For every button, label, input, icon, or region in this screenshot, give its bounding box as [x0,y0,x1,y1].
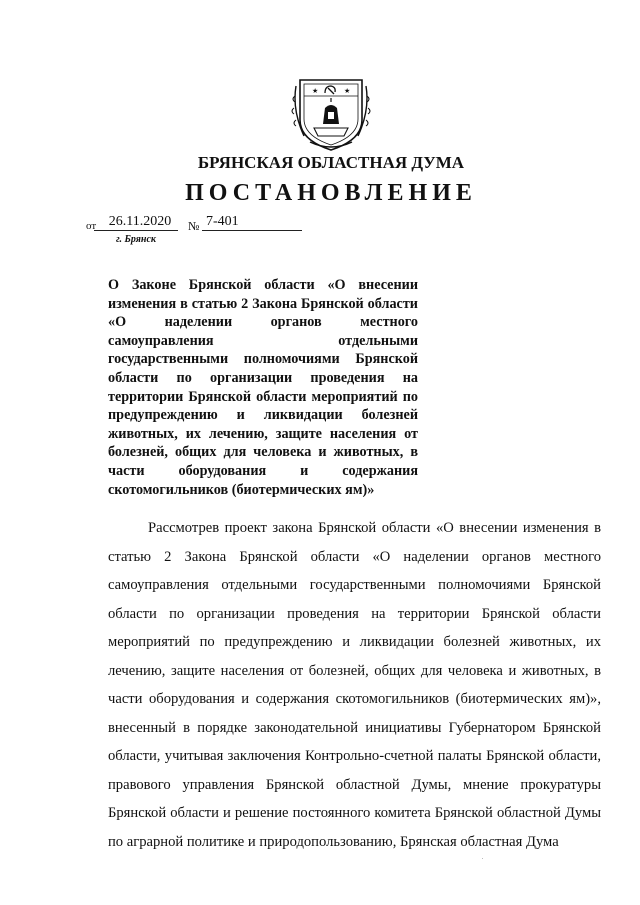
svg-text:★: ★ [312,87,319,95]
document-city: г. Брянск [116,234,156,245]
document-title: О Законе Брянской области «О внесении изменения в статью 2 Закона Брянской области «О наделении органов местного самоуправления отдельными государственными полномочиями Брянской области по организации проведения на территории Брянской области мероприятий по предупреждению и ликвидации болезней животных, их лечению, защите населения от болезней, общих для человека и животных, в части оборудования и содержания скотомогильников (биотермических ям)» [108,277,418,498]
document-type: ПОСТАНОВЛЕНИЕ [185,180,477,206]
document-date: 26.11.2020 [94,214,178,231]
date-label: от [86,220,97,232]
organization-name: БРЯНСКАЯ ОБЛАСТНАЯ ДУМА [197,153,465,172]
bryansk-coat-of-arms-icon [290,66,372,152]
number-label: № [188,219,200,233]
document-meta [86,214,346,248]
document-number: 7-401 [202,214,302,231]
scan-speck [482,858,483,859]
document-body: Рассмотрев проект закона Брянской области «О внесении изменения в статью 2 Закона Брянской области «О наделении органов местного самоуправления отдельными государственными полномочиями Брянской области по организации проведения на территории Брянской области мероприятий по предупреждению и ликвидации болезней животных, их лечению, защите населения от болезней, общих для человека и животных, в части оборудования и содержания скотомогильников (биотермических ям)», внесенный в порядке законодательной инициативы Губернатором Брянской области, учитывая заключения Контрольно-счетной палаты Брянской области, правового управления Брянской областной Думы, мнение прокуратуры Брянской области и решение постоянного комитета Брянской областной Думы по аграрной политике и природопользованию, Брянская областная Дума [108,520,601,850]
svg-text:★: ★ [344,87,351,95]
